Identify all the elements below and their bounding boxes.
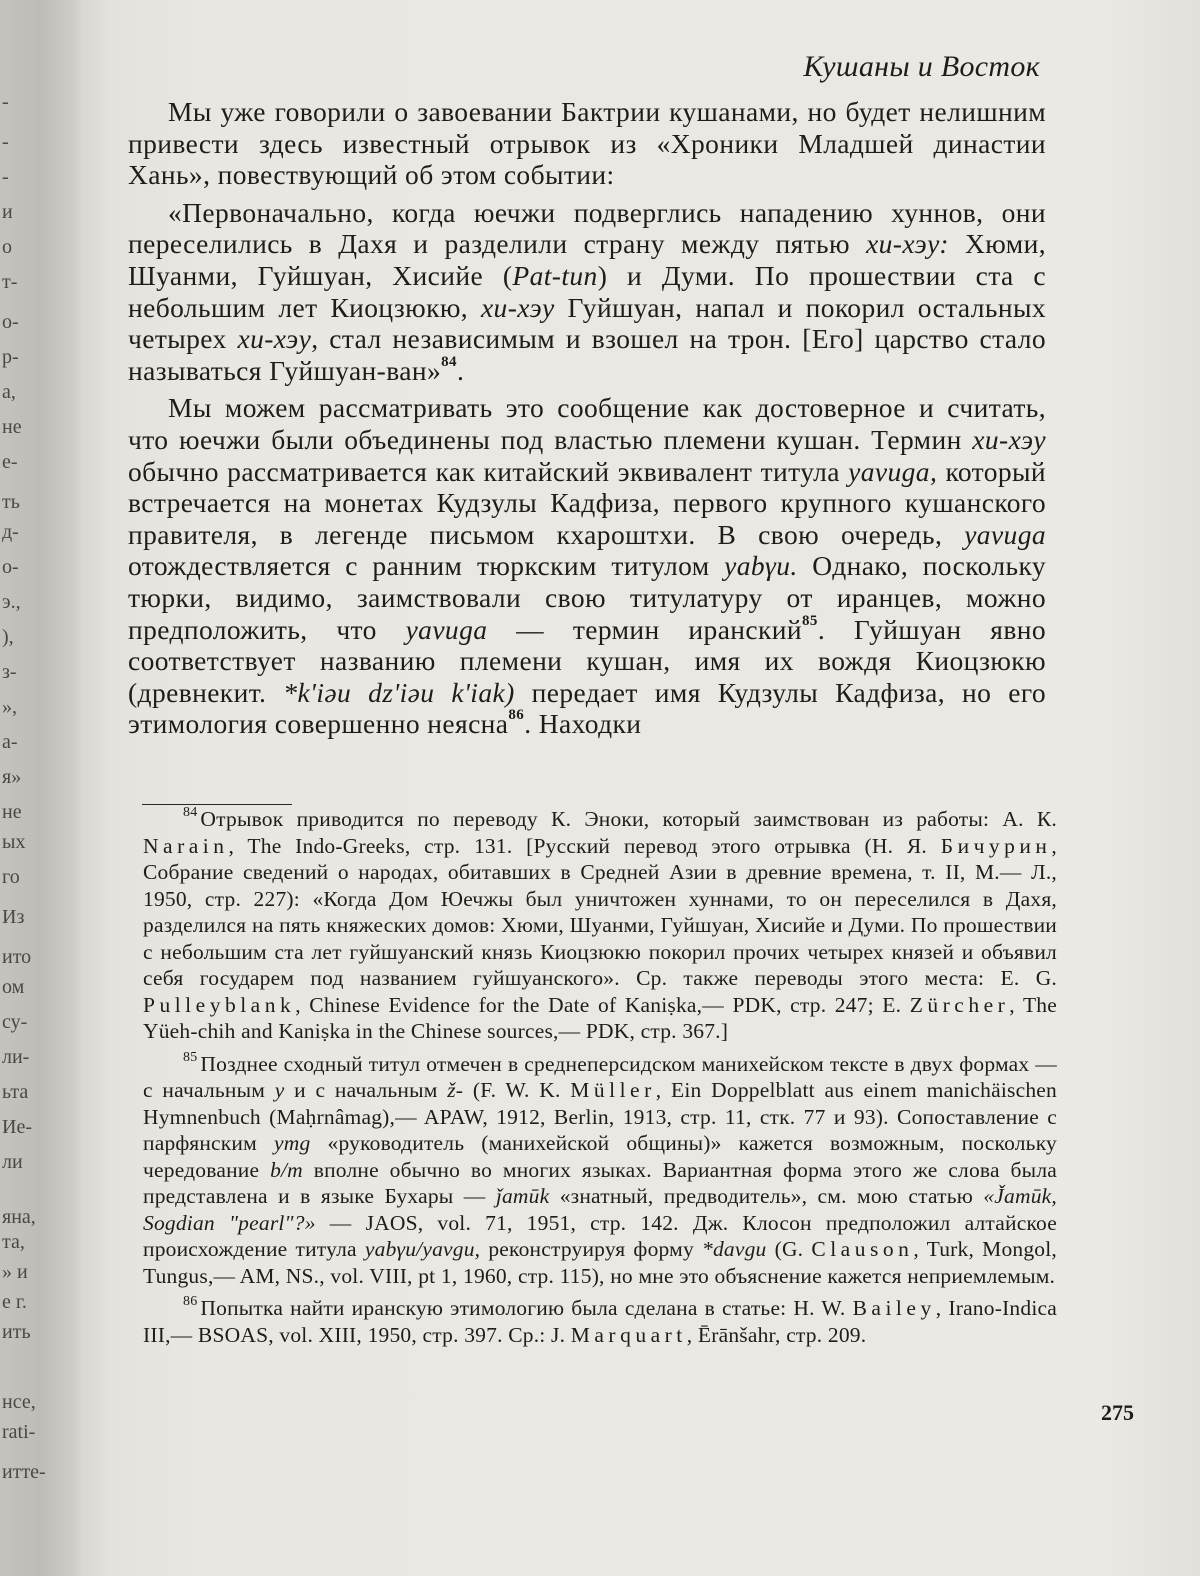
spaced-author-name: Clauson [811, 1237, 914, 1261]
italic-term: ǰamūk [495, 1184, 550, 1208]
italic-term: b/m [270, 1157, 303, 1182]
gutter-fragment: о- [2, 556, 19, 578]
gutter-fragment: ито [2, 946, 32, 968]
gutter-fragment: ), [2, 626, 14, 648]
italic-term: yavuga [964, 518, 1046, 550]
spaced-author-name: Müller [570, 1078, 656, 1102]
text-run: , The Indo-Greeks, стр. 131. [Русский перевод этого отрывка (Н. Я. [228, 833, 941, 858]
text-run: отождествляется с ранним тюркским титулом [128, 550, 725, 582]
footnote-85 [143, 1051, 1057, 1290]
footnote-number: 84 [183, 805, 198, 820]
gutter-fragment: а- [2, 731, 18, 753]
text-run: Позднее сходный титул отмечен в среднеперсидском манихейском тексте в двух формах — с начальным [143, 1051, 1057, 1102]
text-run: — термин иранский [487, 613, 803, 645]
italic-term: yavuga, [848, 455, 938, 487]
spaced-author-name: Pulleyblank [143, 992, 296, 1017]
gutter-fragment: ть [2, 491, 20, 513]
gutter-fragment: » и [2, 1261, 28, 1283]
italic-term: хи-хэу: [866, 228, 949, 260]
text-run: , Собрание сведений о народах, обитавших в Средней Азии в древние времена, т. II, М.— Л., 1950, стр. 227): «Когда Дом Юечжы был уничтожен хуннами, то он переселился в Дахя, разделился на пять княжеских домов: Хюми, Шуанми, Гуйшуан, Хисийе и Думи. По прошествии с небольшим ста лет гуйшуанский князь Киоцзюкю покорил прочих четырех князей и объявил себя государем под названием гуйшуанского». Ср. также переводы этого места: E. G. [143, 833, 1057, 990]
text-run: Мы можем рассматривать это сообщение как достоверное и считать, что юечжи были объединены под властью племени кушан. Термин [128, 392, 1046, 455]
gutter-fragment: су- [2, 1011, 28, 1033]
spaced-author-name: Marquart [570, 1322, 687, 1347]
paragraph-2-quote [128, 197, 1046, 387]
text-run: (F. W. K. [463, 1078, 571, 1102]
text-run: (G. [766, 1237, 812, 1261]
text-run: «руководитель (манихейской общины)» кажется возможным, поскольку чередование [143, 1131, 1057, 1182]
italic-term: yabγu. [724, 550, 798, 582]
italic-term: yabγu/yavgu, [364, 1237, 481, 1261]
italic-term: yavuga [405, 613, 488, 645]
footnote-84 [143, 806, 1057, 1045]
gutter-fragment: ых [2, 831, 26, 853]
text-run: Отрывок приводится по переводу К. Эноки, который заимствован из работы: А. К. [200, 807, 1057, 831]
italic-term: хи-хэу [972, 423, 1046, 455]
text-run: , Chinese Evidence for the Date of Kaniṣka,— PDK, стр. 247; E. [295, 992, 910, 1017]
gutter-fragment: го [2, 866, 20, 888]
text-run: , Turk, Mongol, Tungus,— AM, NS., vol. VIII, pt 1, 1960, стр. 115), но мне это объяснение кажется неприемлемым. [143, 1237, 1057, 1288]
gutter-fragment: ьта [2, 1081, 29, 1103]
gutter-fragment: - [2, 166, 9, 188]
text-run: . Находки [524, 708, 642, 740]
text-run: — JAOS, vol. 71, 1951, стр. 142. Дж. Клосон предположил алтайское происхождение титула [143, 1210, 1057, 1261]
italic-term: ž- [447, 1078, 464, 1102]
text-run: . Гуйшуан явно соответствует названию племени кушан, имя их вождя Киоцзюкю (древнекит. [128, 613, 1046, 708]
gutter-fragment: е г. [2, 1291, 27, 1313]
text-run: Гуйшуан, напал и покорил остальных четырех [128, 291, 1046, 355]
text-run: обычно рассматривается как китайский эквивалент титула [128, 455, 849, 487]
gutter-fragment: ить [2, 1321, 31, 1343]
footnote-number: 86 [183, 1294, 198, 1309]
text-run: , Irano-Indica III,— BSOAS, vol. XIII, 1950, стр. 397. Ср.: J. [143, 1296, 1057, 1347]
text-run: Попытка найти иранскую этимологию была сделана в статье: H. W. [200, 1296, 853, 1320]
gutter-fragment: нсе, [2, 1391, 36, 1413]
footnote-ref-86[interactable]: 86 [508, 707, 525, 724]
gutter-fragment: о- [2, 311, 19, 333]
gutter-fragment: - [2, 131, 9, 153]
text-run: реконструируя форму [480, 1237, 702, 1261]
gutter-fragment: з- [2, 661, 17, 683]
text-run: Хюми, Шуанми, Гуйшуан, Хисийе ( [128, 228, 1046, 291]
gutter-fragment: Ие- [2, 1116, 32, 1138]
paragraph-1-text: Мы уже говорили о завоевании Бактрии кушанами, но будет нелишним привести здесь известный отрывок из «Хроники Младшей династии Хань», повествующий об этом событии: [128, 96, 1046, 191]
italic-term: хи-хэу [237, 323, 312, 355]
italic-term: *davgu [702, 1237, 767, 1261]
gutter-fragment: э., [2, 591, 21, 613]
text-run: , Ērānšahr, стр. 209. [686, 1322, 867, 1347]
gutter-fragment: », [2, 696, 17, 718]
gutter-fragment: а, [2, 381, 16, 403]
main-text [128, 96, 1046, 740]
spaced-author-name: Narain [143, 833, 229, 858]
footnote-ref-84[interactable]: 84 [441, 353, 457, 370]
gutter-fragment: т- [2, 271, 18, 293]
text-run: Однако, поскольку тюрки, видимо, заимствовали свою титулатуру от иранцев, можно предположить, что [128, 550, 1046, 645]
footnote-divider [142, 804, 292, 805]
gutter-fragment: ом [2, 976, 25, 998]
paragraph-3 [128, 392, 1046, 740]
gutter-fragment: ли [2, 1151, 23, 1173]
gutter-fragment: о [2, 236, 12, 258]
spaced-author-name: Bailey [852, 1296, 936, 1320]
footnote-ref-85[interactable]: 85 [802, 612, 818, 629]
footnotes [143, 806, 1057, 1348]
text-run: , стал независимым и взошел на трон. [Его] царство стало называться Гуйшуан-ван» [128, 323, 1047, 386]
gutter-fragment: е- [2, 451, 18, 473]
gutter-fragment: итте- [2, 1461, 46, 1483]
italic-term: хи-хэу [480, 291, 555, 323]
spaced-author-name: Бичурин [940, 833, 1052, 858]
text-run: вполне обычно во многих языках. Вариантная форма этого же слова была представлена и в языке Бухары — [143, 1157, 1058, 1208]
footnote-86 [143, 1295, 1057, 1348]
italic-term: y [274, 1078, 285, 1102]
paragraph-1 [128, 96, 1046, 191]
footnote-number: 85 [183, 1049, 198, 1065]
adjacent-page-gutter [0, 0, 86, 1576]
italic-term: *k'iəu dz'iəu k'iak) [283, 676, 515, 708]
gutter-fragment: не [2, 416, 22, 438]
gutter-fragment: ли- [2, 1046, 30, 1068]
italic-term: Pat-tun [512, 259, 598, 291]
gutter-fragment: Из [2, 906, 25, 928]
gutter-fragment: не [2, 801, 22, 823]
italic-term: ymg [274, 1131, 311, 1155]
text-run: , The Yüeh-chih and Kaniṣka in the Chinese sources,— PDK, стр. 367.] [143, 992, 1058, 1043]
text-run: . [456, 354, 465, 386]
italic-term: «J̌amūk, Sogdian "pearl"?» [143, 1184, 1057, 1235]
gutter-fragment: - [2, 91, 9, 113]
running-header: Кушаны и Восток [803, 50, 1040, 83]
text-run: и с начальным [284, 1078, 448, 1102]
text-run: который встречается на монетах Кудзулы Кадфиза, первого крупного кушанского правителя, в легенде письмом кхароштхи. В свою очередь, [128, 455, 1046, 550]
text-run: «Первоначально, когда юечжи подверглись нападению хуннов, они переселились в Дахя и разделили страну между пятью [128, 196, 1046, 260]
gutter-fragment: д- [2, 521, 19, 543]
text-run: , Ein Doppelblatt aus einem manichäischen Hymnenbuch (Maḥrnâmag),— APAW, 1912, Berlin, 1913, стр. 11, стк. 77 и 93). Сопоставление с парфянским [143, 1078, 1057, 1155]
gutter-fragment: я» [2, 766, 22, 788]
spaced-author-name: Zürcher [909, 992, 1010, 1017]
page-number: 275 [1101, 1400, 1134, 1425]
text-run: ) и Думи. По прошествии ста с небольшим лет Киоцзюкю, [128, 259, 1047, 323]
gutter-fragment: яна, [2, 1206, 36, 1228]
gutter-fragment: та, [2, 1231, 25, 1253]
text-run: «знатный, предводитель», см. мою статью [549, 1184, 984, 1208]
gutter-fragment: rati- [2, 1421, 36, 1443]
gutter-fragment: и [2, 201, 13, 223]
text-run: передает имя Кудзулы Кадфиза, но его этимология совершенно неясна [128, 676, 1046, 740]
gutter-fragment: р- [2, 346, 19, 368]
